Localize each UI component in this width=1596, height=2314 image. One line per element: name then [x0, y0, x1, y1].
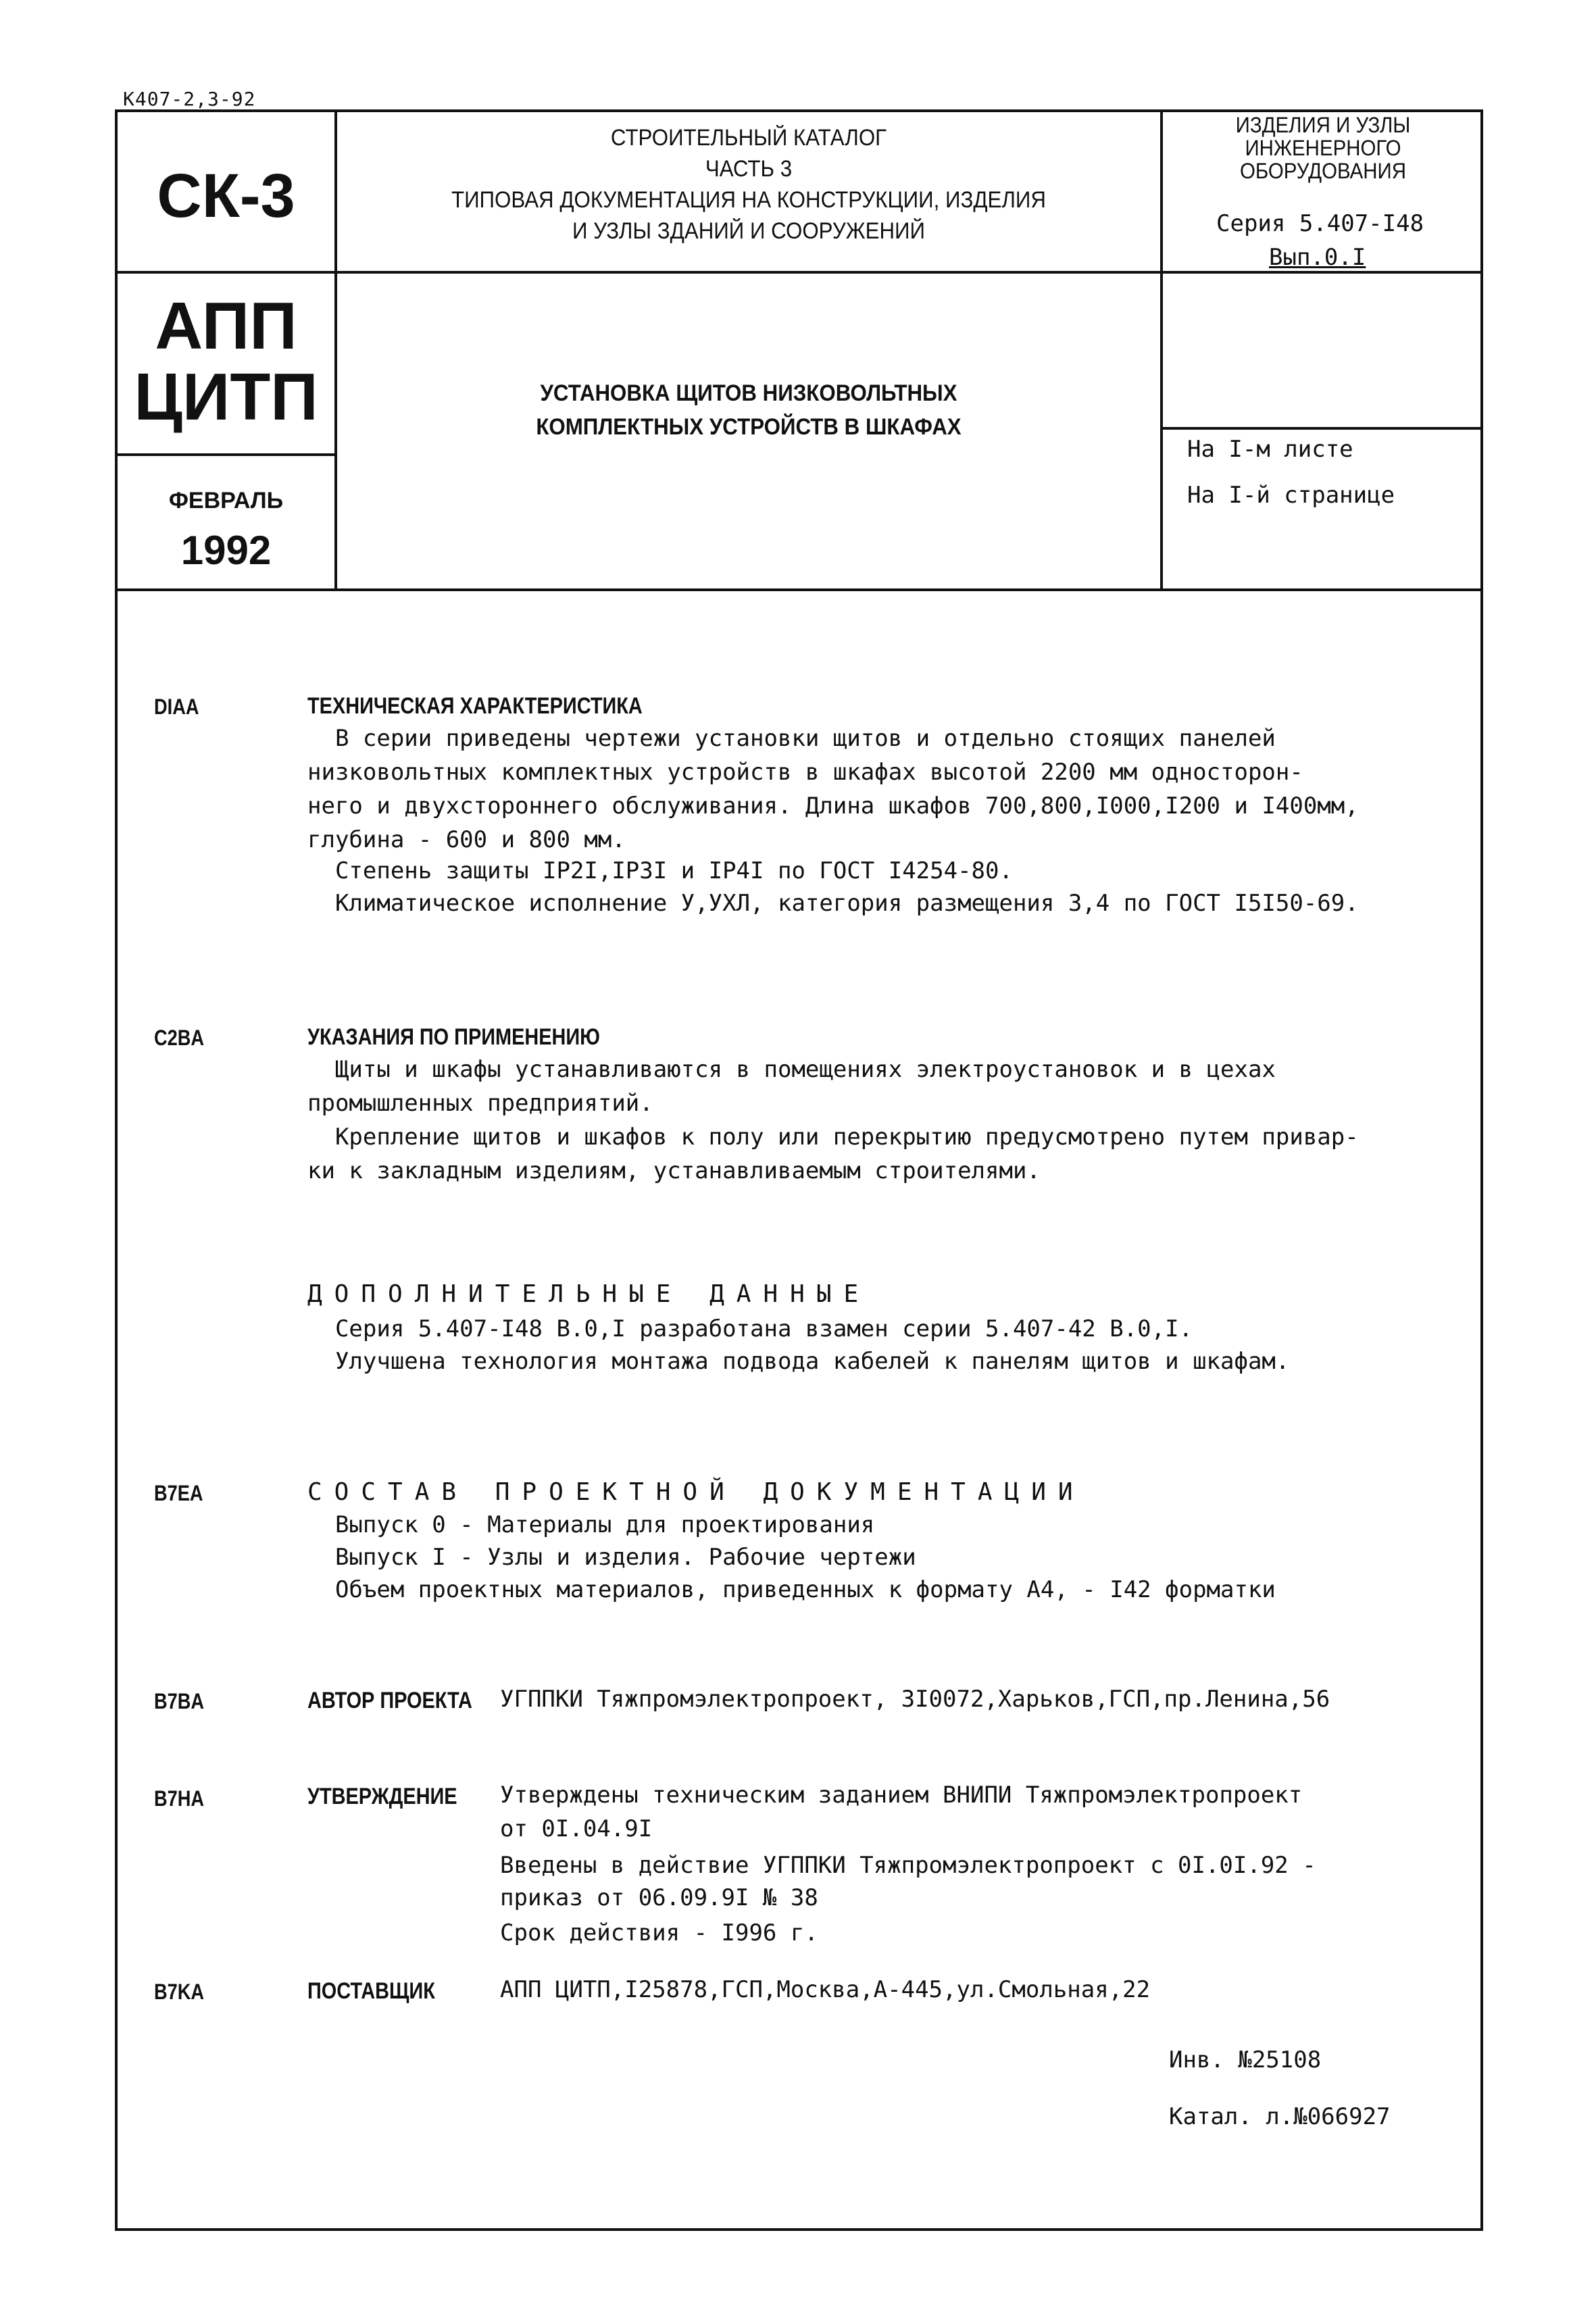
section-title: УКАЗАНИЯ ПО ПРИМЕНЕНИЮ	[307, 1024, 600, 1050]
text-line: Климатическое исполнение У,УХЛ, категория размещения 3,4 по ГОСТ I5I50-69.	[307, 890, 1359, 917]
text-line: Введены в действие УГППКИ Тяжпромэлектропроект с 0I.0I.92 -	[500, 1852, 1316, 1879]
text-line: Срок действия - I996 г.	[500, 1919, 818, 1946]
author-label: АВТОР ПРОЕКТА	[307, 1688, 472, 1713]
category-line-3: ОБОРУДОВАНИЯ	[1240, 159, 1406, 183]
divider	[334, 109, 337, 590]
catalog-line-3: ТИПОВАЯ ДОКУМЕНТАЦИЯ НА КОНСТРУКЦИИ, ИЗДЕЛИЯ	[451, 187, 1047, 213]
text-line: Выпуск I - Узлы и изделия. Рабочие чертежи	[307, 1544, 916, 1571]
text-line: низковольтных комплектных устройств в шкафах высотой 2200 мм односторон-	[307, 759, 1303, 786]
inventory-number: Инв. №25108	[1169, 2046, 1322, 2073]
document-title-2: КОМПЛЕКТНЫХ УСТРОЙСТВ В ШКАФАХ	[536, 414, 962, 440]
text-line: промышленных предприятий.	[307, 1090, 653, 1117]
page-count: На I-й странице	[1187, 482, 1395, 509]
text-line: от 0I.04.9I	[500, 1815, 653, 1842]
section-code: B7HA	[154, 1786, 205, 1811]
catalog-line-1: СТРОИТЕЛЬНЫЙ КАТАЛОГ	[610, 125, 887, 151]
text-line: В серии приведены чертежи установки щитов и отдельно стоящих панелей	[307, 725, 1276, 752]
section-code: B7EA	[154, 1481, 203, 1505]
section-title: ТЕХНИЧЕСКАЯ ХАРАКТЕРИСТИКА	[307, 693, 643, 719]
category-line-2: ИНЖЕНЕРНОГО	[1245, 136, 1401, 160]
issue-label: Вып.0.I	[1269, 244, 1366, 271]
catalog-line-2: ЧАСТЬ 3	[705, 156, 793, 182]
divider	[1160, 427, 1483, 430]
approval-label: УТВЕРЖДЕНИЕ	[307, 1784, 457, 1809]
text-line: глубина - 600 и 800 мм.	[307, 826, 626, 853]
sheet-count: На I-м листе	[1187, 436, 1353, 463]
divider	[1160, 109, 1163, 590]
section-title: СОСТАВ ПРОЕКТНОЙ ДОКУМЕНТАЦИИ	[307, 1478, 1085, 1506]
series-label: Серия 5.407-I48	[1216, 210, 1424, 237]
month-label: ФЕВРАЛЬ	[168, 488, 284, 513]
text-line: Степень защиты IP2I,IP3I и IP4I по ГОСТ I4254-80.	[307, 857, 1013, 884]
category-line-1: ИЗДЕЛИЯ И УЗЛЫ	[1235, 113, 1411, 137]
divider	[115, 588, 1483, 591]
text-line: Утверждены техническим заданием ВНИПИ Тяжпромэлектропроект	[500, 1782, 1303, 1809]
text-line: Объем проектных материалов, приведенных к формату А4, - I42 форматки	[307, 1576, 1276, 1603]
supplier-text: АПП ЦИТП,I25878,ГСП,Москва,А-445,ул.Смольная,22	[500, 1976, 1151, 2003]
catalog-sheet-number: Катал. л.№066927	[1169, 2103, 1391, 2130]
section-title: ДОПОЛНИТЕЛЬНЫЕ ДАННЫЕ	[307, 1280, 871, 1308]
section-code: B7BA	[154, 1689, 205, 1713]
document-title-1: УСТАНОВКА ЩИТОВ НИЗКОВОЛЬТНЫХ	[540, 380, 957, 406]
text-line: Выпуск 0 - Материалы для проектирования	[307, 1511, 875, 1538]
text-line: ки к закладным изделиям, устанавливаемым строителями.	[307, 1157, 1041, 1184]
text-line: Улучшена технология монтажа подвода кабелей к панелям щитов и шкафам.	[307, 1348, 1290, 1375]
text-line: Щиты и шкафы устанавливаются в помещениях электроустановок и в цехах	[307, 1056, 1276, 1083]
divider	[115, 453, 337, 456]
citp-label: ЦИТП	[134, 359, 318, 434]
sk-label: СК-3	[157, 161, 295, 230]
text-line: него и двухстороннего обслуживания. Длина шкафов 700,800,I000,I200 и I400мм,	[307, 793, 1359, 820]
text-line: приказ от 06.09.9I № 38	[500, 1884, 818, 1911]
app-label: АПП	[155, 288, 297, 363]
text-line: Крепление щитов и шкафов к полу или перекрытию предусмотрено путем привар-	[307, 1124, 1359, 1151]
section-code: DIAA	[154, 695, 199, 719]
author-text: УГППКИ Тяжпромэлектропроект, 3I0072,Харьков,ГСП,пр.Ленина,56	[500, 1686, 1330, 1713]
section-code: C2BA	[154, 1026, 205, 1050]
document-code: К407-2,3-92	[123, 88, 256, 110]
section-code: B7KA	[154, 1980, 205, 2004]
catalog-line-4: И УЗЛЫ ЗДАНИЙ И СООРУЖЕНИЙ	[572, 218, 926, 244]
text-line: Серия 5.407-I48 В.0,I разработана взамен серии 5.407-42 В.0,I.	[307, 1315, 1193, 1342]
supplier-label: ПОСТАВЩИК	[307, 1978, 435, 2004]
year-label: 1992	[180, 528, 272, 573]
